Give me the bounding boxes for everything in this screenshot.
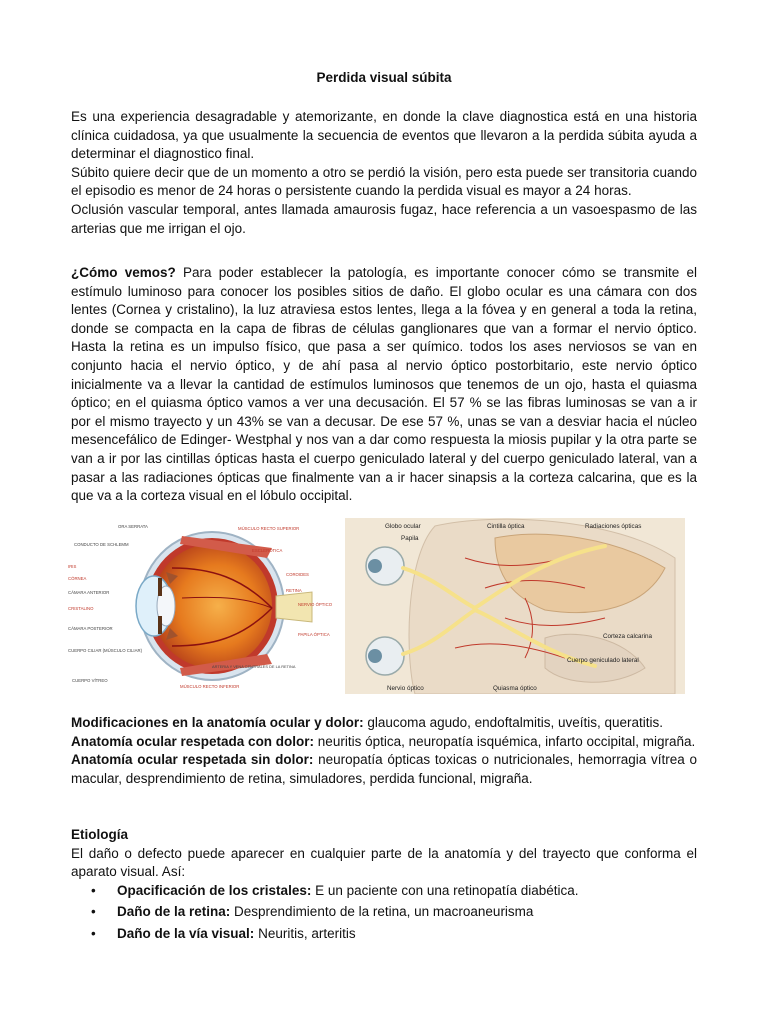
label-nervio-optico: Nervio óptico (387, 685, 424, 692)
como-vemos-section (71, 264, 697, 506)
modificacion-text: neuritis óptica, neuropatía isquémica, infarto occipital, migraña. (314, 733, 696, 749)
label-globo-ocular: Globo ocular (385, 523, 421, 530)
item-text: Neuritis, arteritis (254, 925, 356, 941)
label-cuerpo-vitreo: CUERPO VÍTREO (72, 678, 108, 683)
etiologia-list (71, 882, 697, 944)
list-item (71, 903, 697, 922)
label-nervio-optico: NERVIO ÓPTICO (298, 602, 332, 607)
label-cristalino: CRISTALINO (68, 606, 94, 611)
label-camara-anterior: CÁMARA ANTERIOR (68, 590, 110, 595)
document-title: Perdida visual súbita (316, 70, 452, 85)
intro-paragraph-3: Oclusión vascular temporal, antes llamada amaurosis fugaz, hace referencia a un vasoespasmo de las arterias que me irrigan el ojo. (71, 201, 697, 236)
intro-section (71, 108, 697, 238)
item-text: Desprendimiento de la retina, un macroaneurisma (230, 904, 534, 920)
label-papila-optica: PAPILA ÓPTICA (298, 632, 330, 637)
modificacion-item (71, 714, 697, 733)
label-retina: RETINA (286, 588, 302, 593)
modificacion-text: glaucoma agudo, endoftalmitis, uveítis, queratitis. (363, 715, 663, 730)
etiologia-section (71, 826, 697, 947)
visual-pathway-figure (345, 518, 685, 694)
modificacion-text: neuropatía ópticas toxicas o nutricionales, hemorragia vítrea o macular, desprendimiento de retina, simuladores, perdida funcional, migraña. (71, 752, 697, 786)
bullet-icon: • (91, 882, 96, 898)
label-cuerpo-ciliar: CUERPO CILIAR (MÚSCULO CILIAR) (68, 648, 143, 653)
label-corteza-calcarina: Corteza calcarina (603, 633, 652, 640)
label-papila: Papila (401, 535, 419, 542)
modificacion-label: Anatomía ocular respetada sin dolor: (71, 752, 314, 768)
label-coroides: COROIDES (286, 572, 309, 577)
intro-paragraph-2: Súbito quiere decir que de un momento a otro se perdió la visión, pero esta puede ser transitoria cuando el episodio es menor de 24 horas o persistente cuando la perdida visual es mayor a 24 horas. (71, 164, 697, 199)
bullet-icon: • (91, 925, 96, 941)
como-vemos-text: Para poder establecer la patología, es importante conocer cómo se transmite el estímulo luminoso para conocer los posibles sitios de daño. El globo ocular es una cámara con dos lentes (Cornea y cristalino), la luz atraviesa estos lentes, llega a la fóvea y en general a toda la retina, donde se compacta en la capa de fibras de células ganglionares que van a formar el nervio óptico. Hasta la retina es un impulso físico, que pasa a ser químico. todos los ases nerviosos se van en conjunto hacia el nervio óptico, y de ahí pasa al nervio óptico postorbitario, este nervio óptico inicialmente va a llevar la cantidad de estímulos luminosos que tenemos de un ojo, hasta el quiasma óptico; en el quiasma óptico vamos a ver una decusación. El 57 % se las fibras luminosas se van a ir por el mismo trayecto y un 43% se van a decusar. De ese 57 %, unas se van a desviar hacia el núcleo mesencefálico de Edinger- Westphal y nos van a dar como respuesta la miosis pupilar y la otra parte se van a ir por las cintillas ópticas hasta el cuerpo geniculado lateral y del cuerpo geniculado lateral, van a pasar a las radiaciones ópticas que finalmente van a ir hacer sinapsis a la corteza calcarina, que es la que va a la corteza visual en el lóbulo occipital. (71, 265, 697, 504)
label-camara-posterior: CÁMARA POSTERIOR (68, 626, 113, 631)
label-musculo-recto-inferior: MÚSCULO RECTO INFERIOR (180, 684, 240, 689)
label-iris: IRIS (68, 564, 77, 569)
label-cuerpo-geniculado-lateral: Cuerpo geniculado lateral (567, 657, 639, 664)
label-cintilla-optica: Cintilla óptica (487, 523, 525, 530)
modificaciones-section (71, 714, 697, 788)
etiologia-text: El daño o defecto puede aparecer en cualquier parte de la anatomía y del trayecto que conforma el aparato visual. Así: (71, 845, 697, 880)
modificacion-item (71, 751, 697, 788)
label-quiasma-optico: Quiasma óptico (493, 685, 537, 692)
label-cornea: CÓRNEA (68, 576, 87, 581)
modificacion-item (71, 733, 697, 752)
item-label: Daño de la retina: (117, 904, 231, 920)
label-radiaciones-opticas: Radiaciones ópticas (585, 523, 642, 530)
item-label: Daño de la vía visual: (117, 925, 255, 941)
modificacion-label: Anatomía ocular respetada con dolor: (71, 733, 315, 749)
eye-anatomy-figure (62, 518, 332, 694)
label-esclerotica: ESCLERÓTICA (252, 548, 283, 553)
label-conducto-schlemm: CONDUCTO DE SCHLEMM (74, 542, 129, 547)
item-label: Opacificación de los cristales: (117, 882, 312, 898)
item-text: E un paciente con una retinopatía diabética. (311, 882, 579, 898)
bullet-icon: • (91, 904, 96, 920)
intro-paragraph-1: Es una experiencia desagradable y atemorizante, en donde la clave diagnostica está en una historia clínica cuidadosa, ya que usualmente la secuencia de eventos que llevaron a la perdida súbita ayuda a determinar el diagnostico final. (71, 109, 697, 162)
label-arteria-vena-central: ARTERIA Y VENA CENTRALES DE LA RETINA (212, 664, 296, 669)
etiologia-heading: Etiología (71, 827, 128, 842)
list-item (71, 925, 697, 944)
modificacion-label: Modificaciones en la anatomía ocular y dolor: (71, 715, 364, 730)
como-vemos-heading: ¿Cómo vemos? (71, 265, 176, 280)
list-item (71, 882, 697, 901)
label-ora-serrata: ORA SERRATA (118, 524, 148, 529)
label-musculo-recto-superior: MÚSCULO RECTO SUPERIOR (238, 526, 300, 531)
